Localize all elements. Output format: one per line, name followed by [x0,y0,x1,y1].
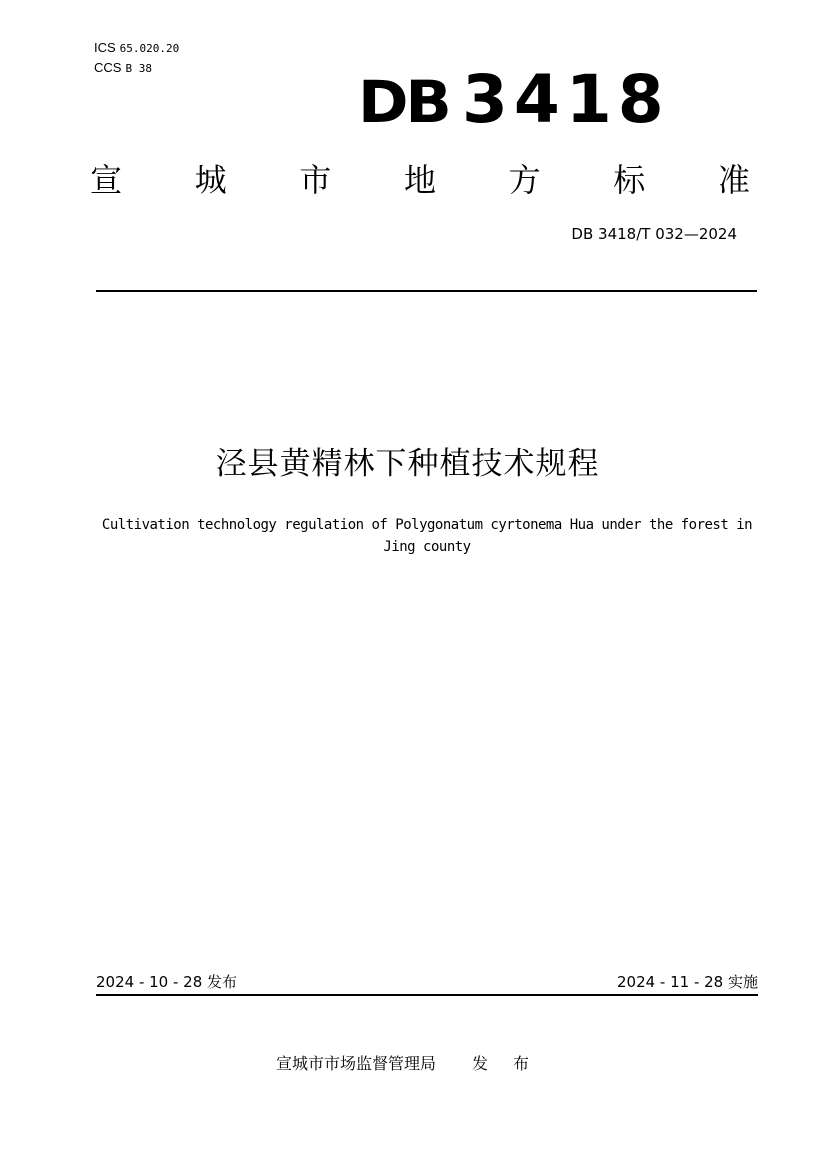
db-standard-logo [358,61,758,138]
standard-type-heading [90,160,750,200]
publisher-line [0,1053,815,1075]
document-title-chinese: 泾县黄精林下种植技术规程 [215,446,600,482]
ics-classification [94,40,179,57]
header-divider [96,290,757,292]
standard-number: DB 3418/T 032—2024 [571,225,737,243]
publisher-suffix: 发 布 [471,1054,540,1073]
footer-divider [96,994,758,996]
standard-type-char: 准 [717,161,750,199]
ccs-classification [94,60,152,77]
db-logo-letters: DB [358,68,449,136]
issue-date: 2024 - 10 - 28 发布 [96,973,238,991]
publisher-name: 宣城市市场监督管理局 [275,1054,436,1073]
standard-type-char: 标 [613,161,646,199]
standard-type-char: 地 [403,161,436,199]
standard-type-char: 宣 [90,161,123,199]
ics-label: ICS [94,40,116,55]
ccs-code: B 38 [125,62,152,75]
ccs-label: CCS [94,60,122,75]
standard-type-char: 城 [194,161,227,199]
db-logo-number: 3418 [462,61,670,138]
document-title-english: Cultivation technology regulation of Polygonatum cyrtonema Hua under the forest in Jing county [101,517,753,555]
ics-code: 65.020.20 [119,42,180,55]
standard-type-char: 市 [299,161,332,199]
standard-type-char: 方 [508,161,541,199]
implementation-date: 2024 - 11 - 28 实施 [616,973,758,991]
